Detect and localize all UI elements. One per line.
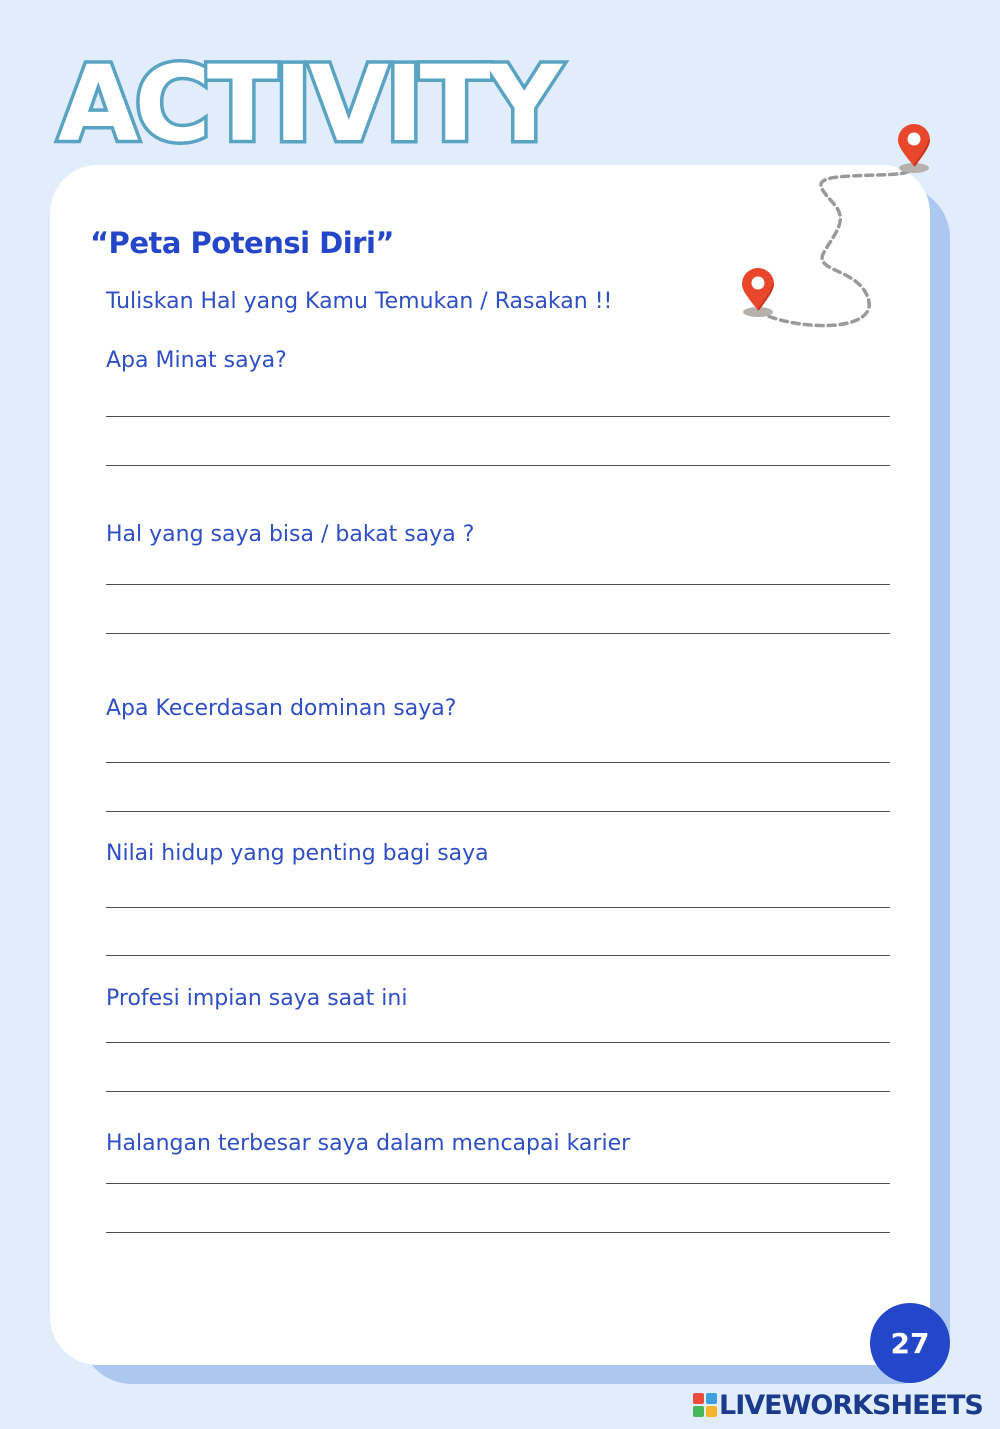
answer-line[interactable] xyxy=(106,811,890,812)
answer-line[interactable] xyxy=(106,416,890,417)
page-number-badge: 27 xyxy=(870,1303,950,1383)
location-pin-icon xyxy=(742,268,774,317)
liveworksheets-logo-icon xyxy=(693,1393,717,1417)
answer-line[interactable] xyxy=(106,1091,890,1092)
question-life-values: Nilai hidup yang penting bagi saya xyxy=(106,841,489,866)
worksheet-card xyxy=(50,165,930,1365)
liveworksheets-logo[interactable] xyxy=(693,1390,983,1420)
location-pin-icon xyxy=(898,124,930,173)
question-talents: Hal yang saya bisa / bakat saya ? xyxy=(106,522,475,547)
answer-line[interactable] xyxy=(106,1232,890,1233)
answer-line[interactable] xyxy=(106,465,890,466)
answer-line[interactable] xyxy=(106,955,890,956)
question-career-obstacle: Halangan terbesar saya dalam mencapai karier xyxy=(106,1131,631,1156)
liveworksheets-logo-text: LIVEWORKSHEETS xyxy=(719,1389,983,1421)
answer-line[interactable] xyxy=(106,1042,890,1043)
answer-line[interactable] xyxy=(106,907,890,908)
instruction-text: Tuliskan Hal yang Kamu Temukan / Rasakan !! xyxy=(106,289,613,314)
question-dream-profession: Profesi impian saya saat ini xyxy=(106,986,408,1011)
question-intelligence: Apa Kecerdasan dominan saya? xyxy=(106,696,457,721)
answer-line[interactable] xyxy=(106,584,890,585)
answer-line[interactable] xyxy=(106,762,890,763)
answer-line[interactable] xyxy=(106,1183,890,1184)
answer-line[interactable] xyxy=(106,633,890,634)
activity-title: ACTIVITY xyxy=(58,43,558,165)
dashed-route-icon xyxy=(758,168,914,326)
question-interests: Apa Minat saya? xyxy=(106,348,287,373)
route-map-icon xyxy=(730,120,960,340)
worksheet-heading: “Peta Potensi Diri” xyxy=(90,226,394,260)
